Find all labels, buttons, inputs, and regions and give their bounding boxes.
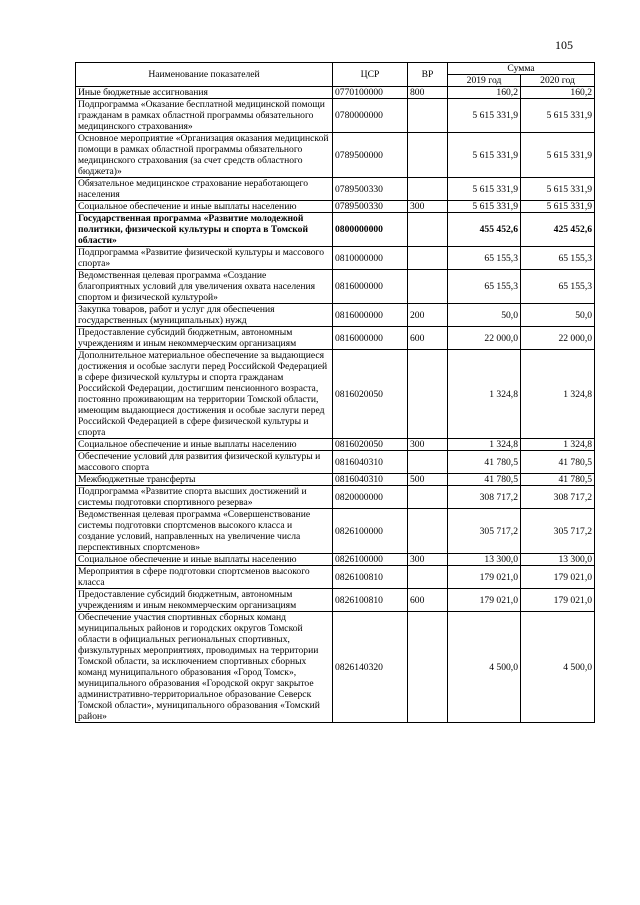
row-2020-cell: 425 452,6 — [521, 213, 595, 247]
row-2020-cell: 50,0 — [521, 304, 595, 327]
row-2019-cell: 5 615 331,9 — [448, 201, 521, 213]
row-2020-cell: 4 500,0 — [521, 612, 595, 723]
table-row — [76, 99, 595, 133]
row-vr-cell — [408, 612, 448, 723]
row-csr-cell: 0800000000 — [333, 213, 408, 247]
row-name-cell: Мероприятия в сфере подготовки спортсменов высокого класса — [76, 566, 333, 589]
row-vr-cell — [408, 133, 448, 178]
row-csr-cell: 0816000000 — [333, 270, 408, 304]
row-name-cell: Обязательное медицинское страхование неработающего населения — [76, 178, 333, 201]
row-2019-cell: 41 780,5 — [448, 451, 521, 474]
row-2020-cell: 41 780,5 — [521, 451, 595, 474]
row-csr-cell: 0780000000 — [333, 99, 408, 133]
header-sum: Сумма — [448, 63, 595, 75]
row-2020-cell: 179 021,0 — [521, 589, 595, 612]
table-row — [76, 201, 595, 213]
row-csr-cell: 0816000000 — [333, 327, 408, 350]
table-row — [76, 589, 595, 612]
row-2020-cell: 305 717,2 — [521, 509, 595, 554]
row-vr-cell: 800 — [408, 87, 448, 99]
row-2020-cell: 5 615 331,9 — [521, 99, 595, 133]
row-2019-cell: 1 324,8 — [448, 350, 521, 439]
row-2020-cell: 308 717,2 — [521, 486, 595, 509]
row-csr-cell: 0826100000 — [333, 554, 408, 566]
row-name-cell: Основное мероприятие «Организация оказания медицинской помощи в рамках областной программы обязательного медицинского страхования (за счет средств областного бюджета)» — [76, 133, 333, 178]
row-vr-cell — [408, 566, 448, 589]
row-csr-cell: 0810000000 — [333, 247, 408, 270]
row-2019-cell: 5 615 331,9 — [448, 99, 521, 133]
row-2019-cell: 5 615 331,9 — [448, 133, 521, 178]
row-2019-cell: 4 500,0 — [448, 612, 521, 723]
table-row — [76, 327, 595, 350]
row-vr-cell — [408, 247, 448, 270]
budget-table — [75, 62, 595, 723]
row-name-cell: Социальное обеспечение и иные выплаты населению — [76, 439, 333, 451]
row-csr-cell: 0789500330 — [333, 178, 408, 201]
header-year-2019: 2019 год — [448, 75, 521, 87]
row-csr-cell: 0816000000 — [333, 304, 408, 327]
row-name-cell: Предоставление субсидий бюджетным, автономным учреждениям и иным некоммерческим организациям — [76, 327, 333, 350]
row-2020-cell: 5 615 331,9 — [521, 133, 595, 178]
table-row — [76, 451, 595, 474]
row-name-cell: Ведомственная целевая программа «Создание благоприятных условий для увеличения охвата населения спортом и физической культурой» — [76, 270, 333, 304]
table-row — [76, 247, 595, 270]
row-csr-cell: 0826100000 — [333, 509, 408, 554]
page-number: 105 — [555, 38, 573, 52]
row-vr-cell — [408, 509, 448, 554]
row-csr-cell: 0826140320 — [333, 612, 408, 723]
row-name-cell: Предоставление субсидий бюджетным, автономным учреждениям и иным некоммерческим организациям — [76, 589, 333, 612]
table-header — [76, 63, 595, 87]
row-2019-cell: 50,0 — [448, 304, 521, 327]
row-csr-cell: 0770100000 — [333, 87, 408, 99]
row-2019-cell: 65 155,3 — [448, 270, 521, 304]
row-2020-cell: 160,2 — [521, 87, 595, 99]
row-2020-cell: 1 324,8 — [521, 439, 595, 451]
row-2020-cell: 1 324,8 — [521, 350, 595, 439]
row-name-cell: Ведомственная целевая программа «Совершенствование системы подготовки спортсменов высокого класса и создание условий, направленных на увеличение числа перспективных спортсменов» — [76, 509, 333, 554]
row-2020-cell: 65 155,3 — [521, 247, 595, 270]
table-row — [76, 87, 595, 99]
header-csr: ЦСР — [333, 63, 408, 87]
row-name-cell: Обеспечение участия спортивных сборных команд муниципальных районов и городских округов Томской области в официальных региональных спортивных, физкультурных мероприятиях, проводимых на территории Томской области, за исключением спортивных сборных команд муниципального образования «Город Томск», муниципального образования «Городской округ закрытое административно-территориальное образование Северск Томской области», муниципального образования «Томский район» — [76, 612, 333, 723]
row-csr-cell: 0826100810 — [333, 589, 408, 612]
row-2019-cell: 41 780,5 — [448, 474, 521, 486]
row-name-cell: Закупка товаров, работ и услуг для обеспечения государственных (муниципальных) нужд — [76, 304, 333, 327]
row-vr-cell — [408, 486, 448, 509]
row-vr-cell — [408, 451, 448, 474]
table-row — [76, 178, 595, 201]
table-row — [76, 554, 595, 566]
row-csr-cell: 0789500330 — [333, 201, 408, 213]
row-2020-cell: 179 021,0 — [521, 566, 595, 589]
row-2019-cell: 305 717,2 — [448, 509, 521, 554]
row-2019-cell: 13 300,0 — [448, 554, 521, 566]
row-2019-cell: 22 000,0 — [448, 327, 521, 350]
row-csr-cell: 0789500000 — [333, 133, 408, 178]
row-csr-cell: 0820000000 — [333, 486, 408, 509]
row-vr-cell: 600 — [408, 327, 448, 350]
table-row — [76, 439, 595, 451]
row-2020-cell: 22 000,0 — [521, 327, 595, 350]
row-2019-cell: 65 155,3 — [448, 247, 521, 270]
row-vr-cell: 300 — [408, 439, 448, 451]
row-name-cell: Социальное обеспечение и иные выплаты населению — [76, 554, 333, 566]
row-name-cell: Дополнительное материальное обеспечение за выдающиеся достижения и особые заслуги перед Российской Федерацией в сфере физической культуры и спорта гражданам Российской Федерации, достигшим пенсионного возраста, постоянно проживающим на территории Томской области, имеющим выдающиеся достижения и особые заслуги перед Российской Федерацией в сфере физической культуры и спорта — [76, 350, 333, 439]
table-row — [76, 304, 595, 327]
row-2019-cell: 179 021,0 — [448, 566, 521, 589]
table-row — [76, 612, 595, 723]
table-row — [76, 350, 595, 439]
row-name-cell: Иные бюджетные ассигнования — [76, 87, 333, 99]
row-vr-cell: 600 — [408, 589, 448, 612]
row-vr-cell — [408, 270, 448, 304]
header-vr: ВР — [408, 63, 448, 87]
row-vr-cell — [408, 213, 448, 247]
table-row — [76, 270, 595, 304]
row-vr-cell: 300 — [408, 554, 448, 566]
row-vr-cell: 300 — [408, 201, 448, 213]
table-body — [76, 87, 595, 723]
row-vr-cell — [408, 350, 448, 439]
row-csr-cell: 0816040310 — [333, 474, 408, 486]
row-2020-cell: 5 615 331,9 — [521, 178, 595, 201]
table-row — [76, 486, 595, 509]
row-vr-cell — [408, 178, 448, 201]
row-2019-cell: 1 324,8 — [448, 439, 521, 451]
table-row — [76, 133, 595, 178]
table-row — [76, 566, 595, 589]
row-csr-cell: 0816020050 — [333, 350, 408, 439]
row-2020-cell: 5 615 331,9 — [521, 201, 595, 213]
row-name-cell: Государственная программа «Развитие молодежной политики, физической культуры и спорта в Томской области» — [76, 213, 333, 247]
row-2020-cell: 41 780,5 — [521, 474, 595, 486]
row-vr-cell — [408, 99, 448, 133]
table-row — [76, 509, 595, 554]
row-csr-cell: 0816020050 — [333, 439, 408, 451]
row-name-cell: Межбюджетные трансферты — [76, 474, 333, 486]
row-name-cell: Подпрограмма «Развитие спорта высших достижений и системы подготовки спортивного резерва» — [76, 486, 333, 509]
row-vr-cell: 500 — [408, 474, 448, 486]
row-2019-cell: 160,2 — [448, 87, 521, 99]
row-name-cell: Подпрограмма «Оказание бесплатной медицинской помощи гражданам в рамках областной программы обязательного медицинского страхования» — [76, 99, 333, 133]
row-2019-cell: 5 615 331,9 — [448, 178, 521, 201]
row-vr-cell: 200 — [408, 304, 448, 327]
row-csr-cell: 0826100810 — [333, 566, 408, 589]
row-2020-cell: 65 155,3 — [521, 270, 595, 304]
row-csr-cell: 0816040310 — [333, 451, 408, 474]
row-2019-cell: 455 452,6 — [448, 213, 521, 247]
table-row — [76, 213, 595, 247]
row-name-cell: Обеспечение условий для развития физической культуры и массового спорта — [76, 451, 333, 474]
row-2020-cell: 13 300,0 — [521, 554, 595, 566]
row-2019-cell: 179 021,0 — [448, 589, 521, 612]
header-name: Наименование показателей — [76, 63, 333, 87]
row-name-cell: Социальное обеспечение и иные выплаты населению — [76, 201, 333, 213]
row-2019-cell: 308 717,2 — [448, 486, 521, 509]
header-year-2020: 2020 год — [521, 75, 595, 87]
row-name-cell: Подпрограмма «Развитие физической культуры и массового спорта» — [76, 247, 333, 270]
table-row — [76, 474, 595, 486]
